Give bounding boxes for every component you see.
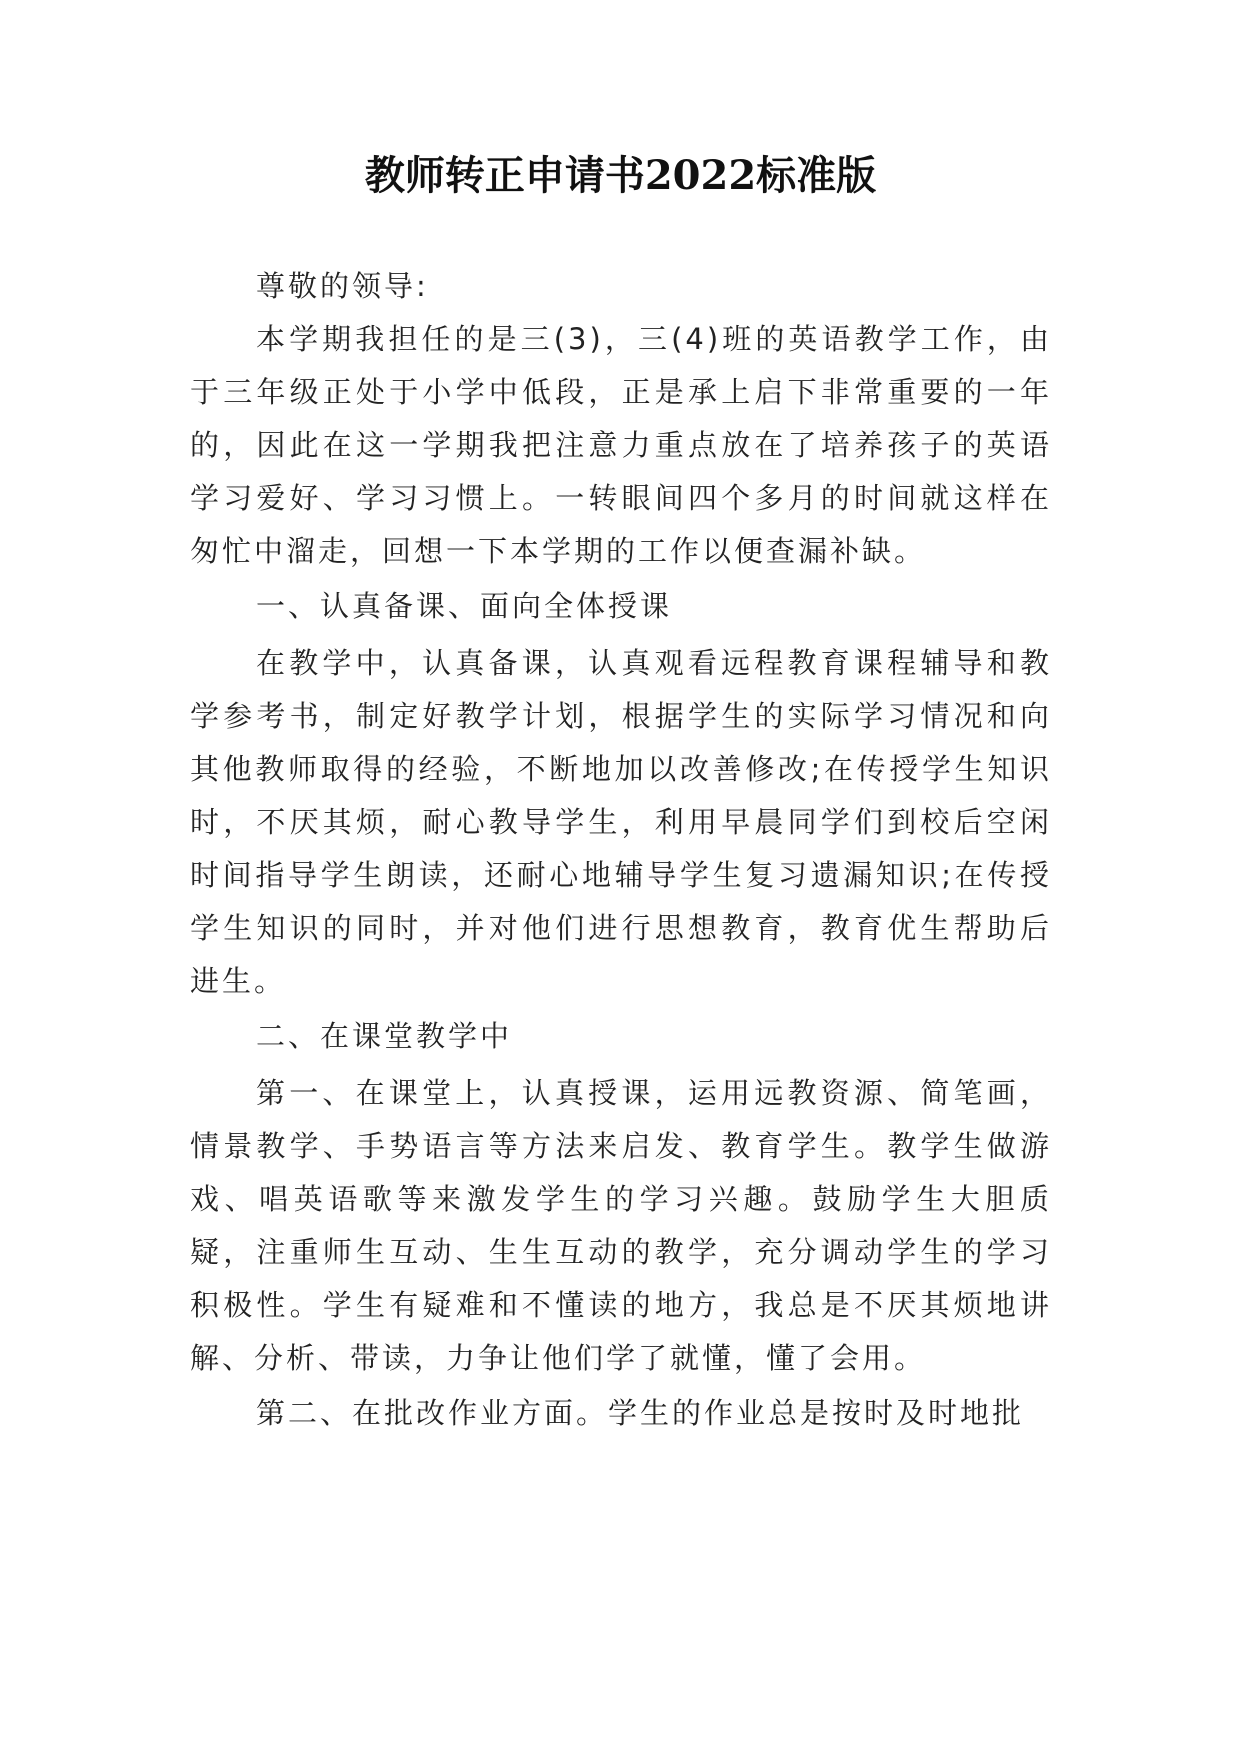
document-title: 教师转正申请书2022标准版 xyxy=(364,152,877,199)
document-body xyxy=(190,260,1052,1442)
paragraph-section-2-part-1: 第一、在课堂上，认真授课，运用远教资源、简笔画，情景教学、手势语言等方法来启发、教育学生。教学生做游戏、唱英语歌等来激发学生的学习兴趣。鼓励学生大胆质疑，注重师生互动、生生互动的教学，充分调动学生的学习积极性。学生有疑难和不懂读的地方，我总是不厌其烦地讲解、分析、带读，力争让他们学了就懂，懂了会用。 xyxy=(190,1076,1052,1375)
paragraph-intro: 本学期我担任的是三(3)，三(4)班的英语教学工作，由于三年级正处于小学中低段，正是承上启下非常重要的一年的，因此在这一学期我把注意力重点放在了培养孩子的英语学习爱好、学习习惯上。一转眼间四个多月的时间就这样在匆忙中溜走，回想一下本学期的工作以便查漏补缺。 xyxy=(190,322,1052,568)
section-heading-2: 二、在课堂教学中 xyxy=(256,1019,513,1053)
paragraph-section-1: 在教学中，认真备课，认真观看远程教育课程辅导和教学参考书，制定好教学计划，根据学生的实际学习情况和向其他教师取得的经验，不断地加以改善修改;在传授学生知识时，不厌其烦，耐心教导学生，利用早晨同学们到校后空闲时间指导学生朗读，还耐心地辅导学生复习遗漏知识;在传授学生知识的同时，并对他们进行思想教育，教育优生帮助后进生。 xyxy=(190,646,1052,998)
paragraph-section-2-part-2: 第二、在批改作业方面。学生的作业总是按时及时地批 xyxy=(256,1396,1025,1430)
salutation: 尊敬的领导: xyxy=(256,269,429,303)
section-heading-1: 一、认真备课、面向全体授课 xyxy=(256,589,673,623)
